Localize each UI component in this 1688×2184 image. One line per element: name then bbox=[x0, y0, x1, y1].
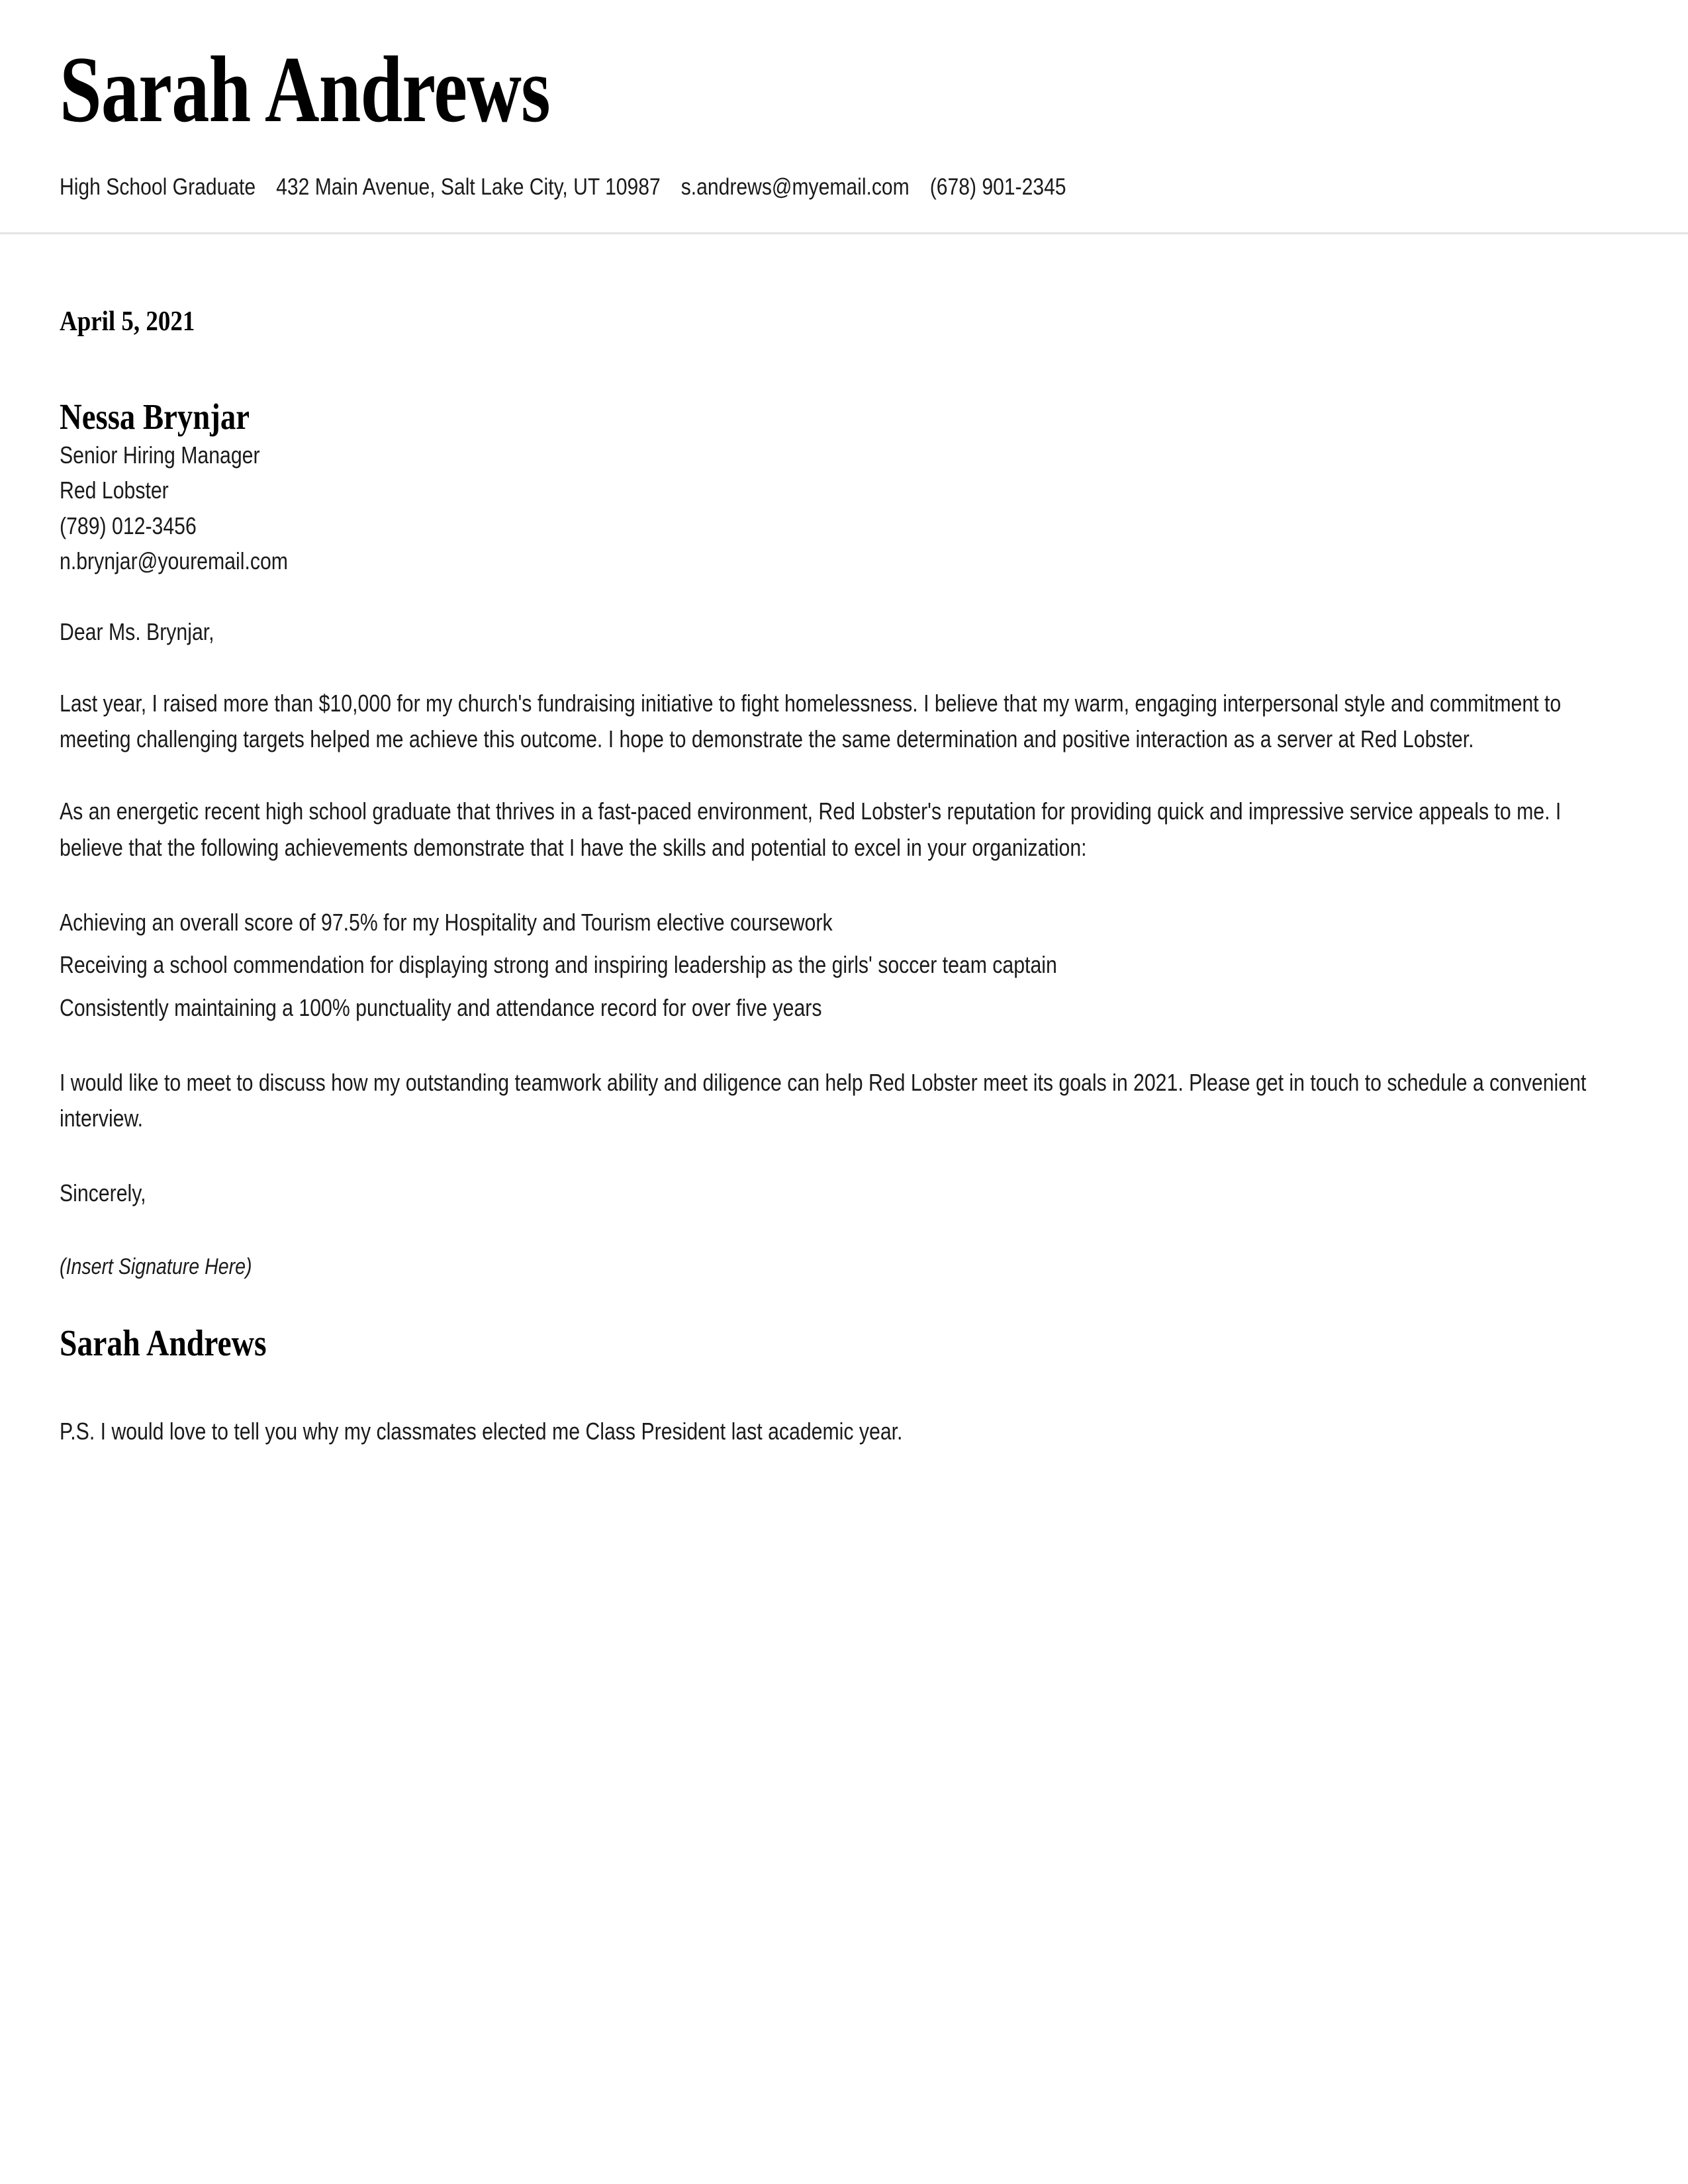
salutation: Dear Ms. Brynjar, bbox=[60, 618, 214, 646]
recipient-name: Nessa Brynjar bbox=[60, 396, 250, 437]
letter-header bbox=[0, 0, 1688, 203]
signature-placeholder: (Insert Signature Here) bbox=[60, 1254, 252, 1280]
signature-name: Sarah Andrews bbox=[60, 1322, 267, 1364]
recipient-phone[interactable]: (789) 012-3456 bbox=[60, 512, 197, 539]
recipient-block bbox=[60, 396, 1628, 578]
contact-address: 432 Main Avenue, Salt Lake City, UT 10987 bbox=[276, 174, 661, 201]
recipient-company: Red Lobster bbox=[60, 477, 169, 504]
contact-job-title: High School Graduate bbox=[60, 174, 256, 201]
header-divider bbox=[0, 232, 1688, 234]
letter-date: April 5, 2021 bbox=[60, 306, 195, 337]
contact-email[interactable]: s.andrews@myemail.com bbox=[680, 174, 910, 201]
closing-salutation: Sincerely, bbox=[60, 1179, 146, 1207]
body-paragraph-2: As an energetic recent high school graduate that thrives in a fast-paced environment, Red Lobster's reputation for providing quick and impressive service appeals to me. I believe that the following achievements demonstrate that I have the skills and potential to excel in your organization: bbox=[60, 797, 1562, 861]
contact-phone[interactable]: (678) 901-2345 bbox=[929, 174, 1066, 201]
achievements-list bbox=[60, 901, 1628, 1028]
recipient-email[interactable]: n.brynjar@youremail.com bbox=[60, 547, 288, 574]
recipient-title: Senior Hiring Manager bbox=[60, 441, 260, 469]
achievement-item: Achieving an overall score of 97.5% for my Hospitality and Tourism elective coursework bbox=[60, 909, 833, 936]
postscript: P.S. I would love to tell you why my classmates elected me Class President last academic year. bbox=[60, 1417, 903, 1445]
body-paragraph-1: Last year, I raised more than $10,000 for my church's fundraising initiative to fight homelessness. I believe that my warm, engaging interpersonal style and commitment to meeting challenging targets helped me achieve this outcome. I hope to demonstrate the same determination and positive interaction as a server at Red Lobster. bbox=[60, 689, 1562, 753]
applicant-name-heading: Sarah Andrews bbox=[60, 37, 550, 142]
contact-info-row bbox=[60, 172, 1409, 203]
achievement-item: Consistently maintaining a 100% punctuality and attendance record for over five years bbox=[60, 993, 822, 1021]
body-paragraph-final: I would like to meet to discuss how my outstanding teamwork ability and diligence can help Red Lobster meet its goals in 2021. Please get in touch to schedule a convenient interview. bbox=[60, 1068, 1587, 1132]
achievement-item: Receiving a school commendation for displaying strong and inspiring leadership as the girls' soccer team captain bbox=[60, 951, 1057, 979]
letter-body bbox=[0, 306, 1688, 1449]
